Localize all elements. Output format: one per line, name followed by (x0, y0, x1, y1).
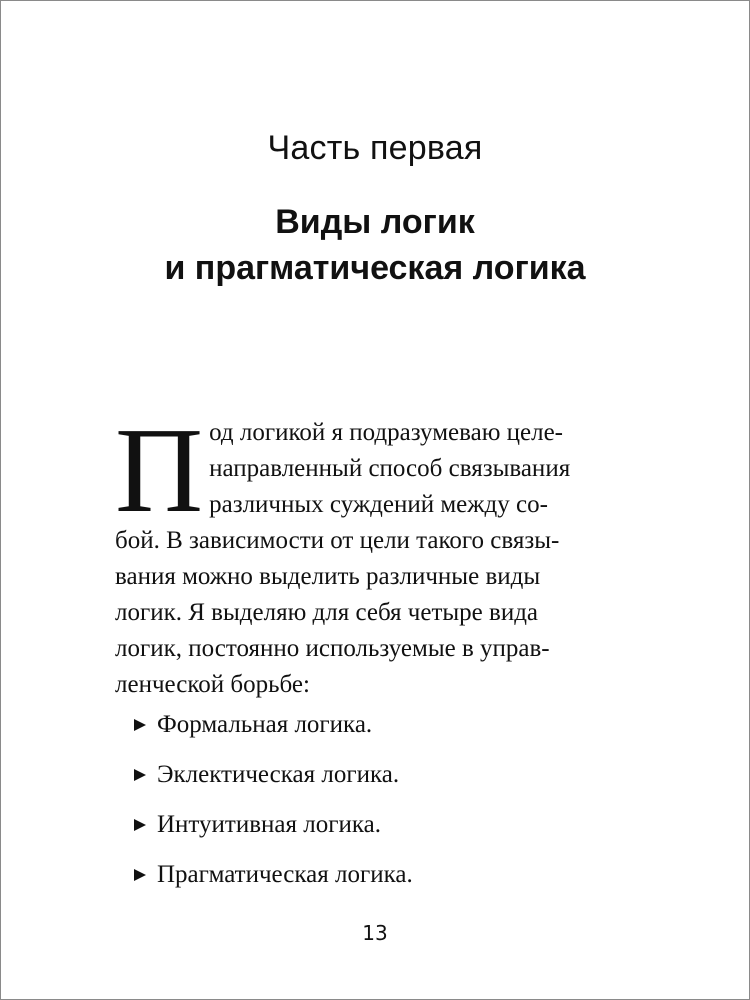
list-item (133, 757, 633, 807)
list-item (133, 857, 633, 907)
body-line: логик, постоянно используемые в управ- (115, 635, 550, 662)
list-item-label: Интуитивная логика. (157, 811, 381, 838)
triangle-right-icon (133, 818, 147, 832)
body-paragraph (115, 403, 635, 703)
chapter-title-line: Виды логик (275, 203, 475, 241)
chapter-title-line: и прагматическая логика (164, 249, 586, 287)
body-line: бой. В зависимости от цели такого связы- (115, 527, 560, 554)
drop-cap: П (115, 403, 204, 538)
body-line: различных суждений между со- (209, 491, 548, 518)
list-item-label: Прагматическая логика. (157, 861, 413, 888)
logic-types-list (133, 707, 633, 907)
body-line: направленный способ связывания (209, 455, 571, 482)
list-item-label: Формальная логика. (157, 711, 373, 738)
body-line: вания можно выделить различные виды (115, 563, 541, 590)
list-item (133, 807, 633, 857)
list-item-label: Эклектическая логика. (157, 761, 400, 788)
body-line: од логикой я подразумеваю целе- (209, 419, 564, 446)
triangle-right-icon (133, 718, 147, 732)
chapter-title (1, 199, 749, 291)
body-line: логик. Я выделяю для себя четыре вида (115, 599, 539, 626)
triangle-right-icon (133, 868, 147, 882)
part-label: Часть первая (267, 129, 483, 167)
body-line: ленческой борьбе: (115, 671, 310, 698)
triangle-right-icon (133, 768, 147, 782)
list-item (133, 707, 633, 757)
page-number: 13 (362, 921, 388, 945)
